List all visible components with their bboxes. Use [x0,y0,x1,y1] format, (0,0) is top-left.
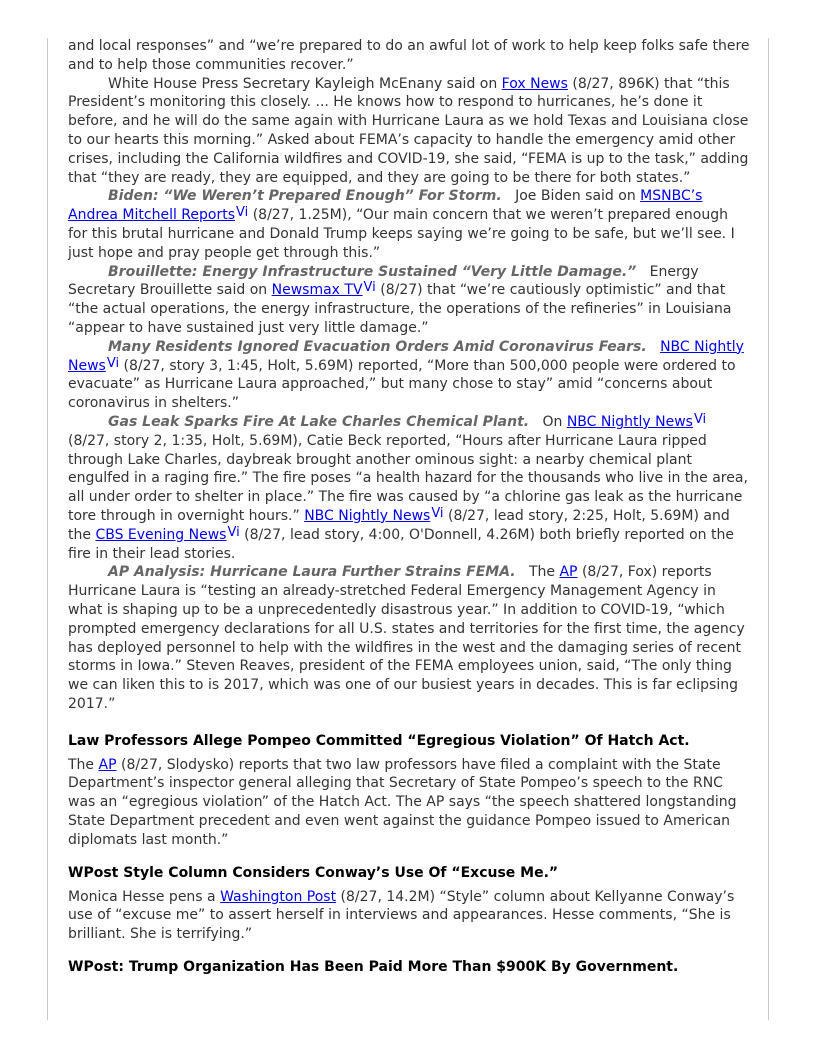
video-icon[interactable]: Vi [236,205,249,221]
nbc-nightly-news-link[interactable]: NBC Nightly News [68,338,744,374]
headline-conway: WPost Style Column Considers Conway’s Use Of “Excuse Me.” [68,864,559,881]
subheading-evacuation: Many Residents Ignored Evacuation Orders Amid Coronavirus Fears. [108,338,647,355]
subheading-gas-leak: Gas Leak Sparks Fire At Lake Charles Chemical Plant. [108,413,530,430]
text: (8/27, Fox) reports Hurricane Laura is “testing an already-stretched Federal Emergency Management Agency in what is shaping up to be a unprecedentedly disastrous year.” In addition to COVID-19, “which prompted emergency declarations for all U.S. states and territories for the first time, the agency has deployed personnel to help with the wildfires in the west and the damaging series of recent storms in Iowa.” Steven Reaves, president of the FEMA employees union, said, “The only thing we can liken this to is 2017, which was one of our busiest years in decades. This is far eclipsing 2017.” [68,564,745,712]
paragraph-brouillette [68,263,750,338]
text: The [528,564,560,581]
subheading-brouillette: Brouillette: Energy Infrastructure Sustained “Very Little Damage.” [108,263,637,280]
text: (8/27, lead story, 2:25, Holt, 5.69M) and the [68,507,730,543]
paragraph-continuation: and local responses” and “we’re prepared to do an awful lot of work to help keep folks safe there and to help those communities recover.” [68,38,750,73]
fox-news-link[interactable]: Fox News [501,75,568,92]
text: (8/27, 1.25M), “Our main concern that we weren’t prepared enough for this brutal hurricane and Donald Trump keeps saying we’re going to be safe, but we’ll see. I just hope and pray people get through this.” [68,207,735,261]
left-margin-rule [47,38,48,1020]
msnbc-andrea-mitchell-link[interactable]: MSNBC’s Andrea Mitchell Reports [68,188,703,224]
text: (8/27, lead story, 4:00, O'Donnell, 4.26M) both briefly reported on the fire in their lead stories. [68,526,734,562]
paragraph-biden [68,187,750,262]
paragraph-hatch-act [68,756,750,850]
subheading-ap-analysis: AP Analysis: Hurricane Laura Further Strains FEMA. [108,564,516,581]
text: (8/27, story 3, 1:45, Holt, 5.69M) reported, “More than 500,000 people were ordered to evacuate” as Hurricane Laura approached,” but many chose to stay” amid “concerns about coronavirus in shelters.” [68,357,736,412]
right-margin-rule [768,38,769,1020]
paragraph-ap-analysis [68,563,750,713]
nbc-nightly-news-link[interactable]: NBC Nightly News [304,507,431,524]
text: On [542,413,567,430]
video-icon[interactable]: Vi [693,411,707,427]
video-icon[interactable]: Vi [363,280,376,296]
article-body [68,37,750,976]
text: Monica Hesse pens a [68,888,221,905]
ap-link[interactable]: AP [98,756,117,773]
paragraph-conway [68,888,750,944]
text: (8/27, 14.2M) “Style” column about Kellyanne Conway’s use of “excuse me” to assert herself in interviews and appearances. Hesse comments, “She is brilliant. She is terrifying.” [68,888,735,943]
video-icon[interactable]: Vi [431,505,444,521]
washington-post-link[interactable]: Washington Post [220,888,337,905]
text: (8/27, 896K) that “this President’s monitoring this closely. ... He knows how to respond to hurricanes, he’s done it before, and he will do the same again with Hurricane Laura as we hold Texas and Louisiana close to our hearts this morning.” Asked about FEMA’s capacity to handle the emergency amid other crises, including the California wildfires and COVID-19, she said, “FEMA is up to the task,” adding that “they are ready, they are equipped, and they are going to be there for both states.” [68,75,749,186]
text: (8/27, Slodysko) reports that two law professors have filed a complaint with the State Department’s inspector general alleging that Secretary of State Pompeo’s speech to the RNC was an “egregious violation” of the Hatch Act. The AP says “the speech shattered longstanding State Department precedent and even went against the guidance Pompeo issued to American diplomats last month.” [68,756,737,848]
headline-trump-organization: WPost: Trump Organization Has Been Paid More Than $900K By Government. [68,959,679,976]
text: Energy Secretary Brouillette said on [68,263,699,299]
paragraph-mcenany [68,75,750,188]
text: Joe Biden said on [515,188,641,205]
paragraph-gas-leak [68,413,750,563]
text: (8/27) that “we’re cautiously optimistic” and that “the actual operations, the energy infrastructure, the operations of the refineries” in Louisiana “appear to have sustained just very little damage.” [68,282,732,336]
paragraph-evacuation [68,338,750,413]
cbs-evening-news-link[interactable]: CBS Evening News [95,526,227,543]
headline-hatch-act: Law Professors Allege Pompeo Committed “Egregious Violation” Of Hatch Act. [68,732,690,749]
nbc-nightly-news-link[interactable]: NBC Nightly News [566,413,693,430]
video-icon[interactable]: Vi [227,524,240,540]
video-icon[interactable]: Vi [106,355,120,371]
ap-link[interactable]: AP [559,564,578,581]
newsmax-tv-link[interactable]: Newsmax TV [271,282,363,299]
text: The [68,756,99,773]
text: (8/27, story 2, 1:35, Holt, 5.69M), Catie Beck reported, “Hours after Hurricane Laura ripped through Lake Charles, daybreak brought another ominous sight: a nearby chemical plant engulfed in a raging fire.” The fire poses “a health hazard for the thousands who live in the area, all under order to shelter in place.” The fire was caused by “a chlorine gas leak as the hurricane tore through in overnight hours.” [68,432,748,524]
subheading-biden: Biden: “We Weren’t Prepared Enough” For Storm. [108,188,502,205]
text: White House Press Secretary Kayleigh McEnany said on [108,75,502,92]
